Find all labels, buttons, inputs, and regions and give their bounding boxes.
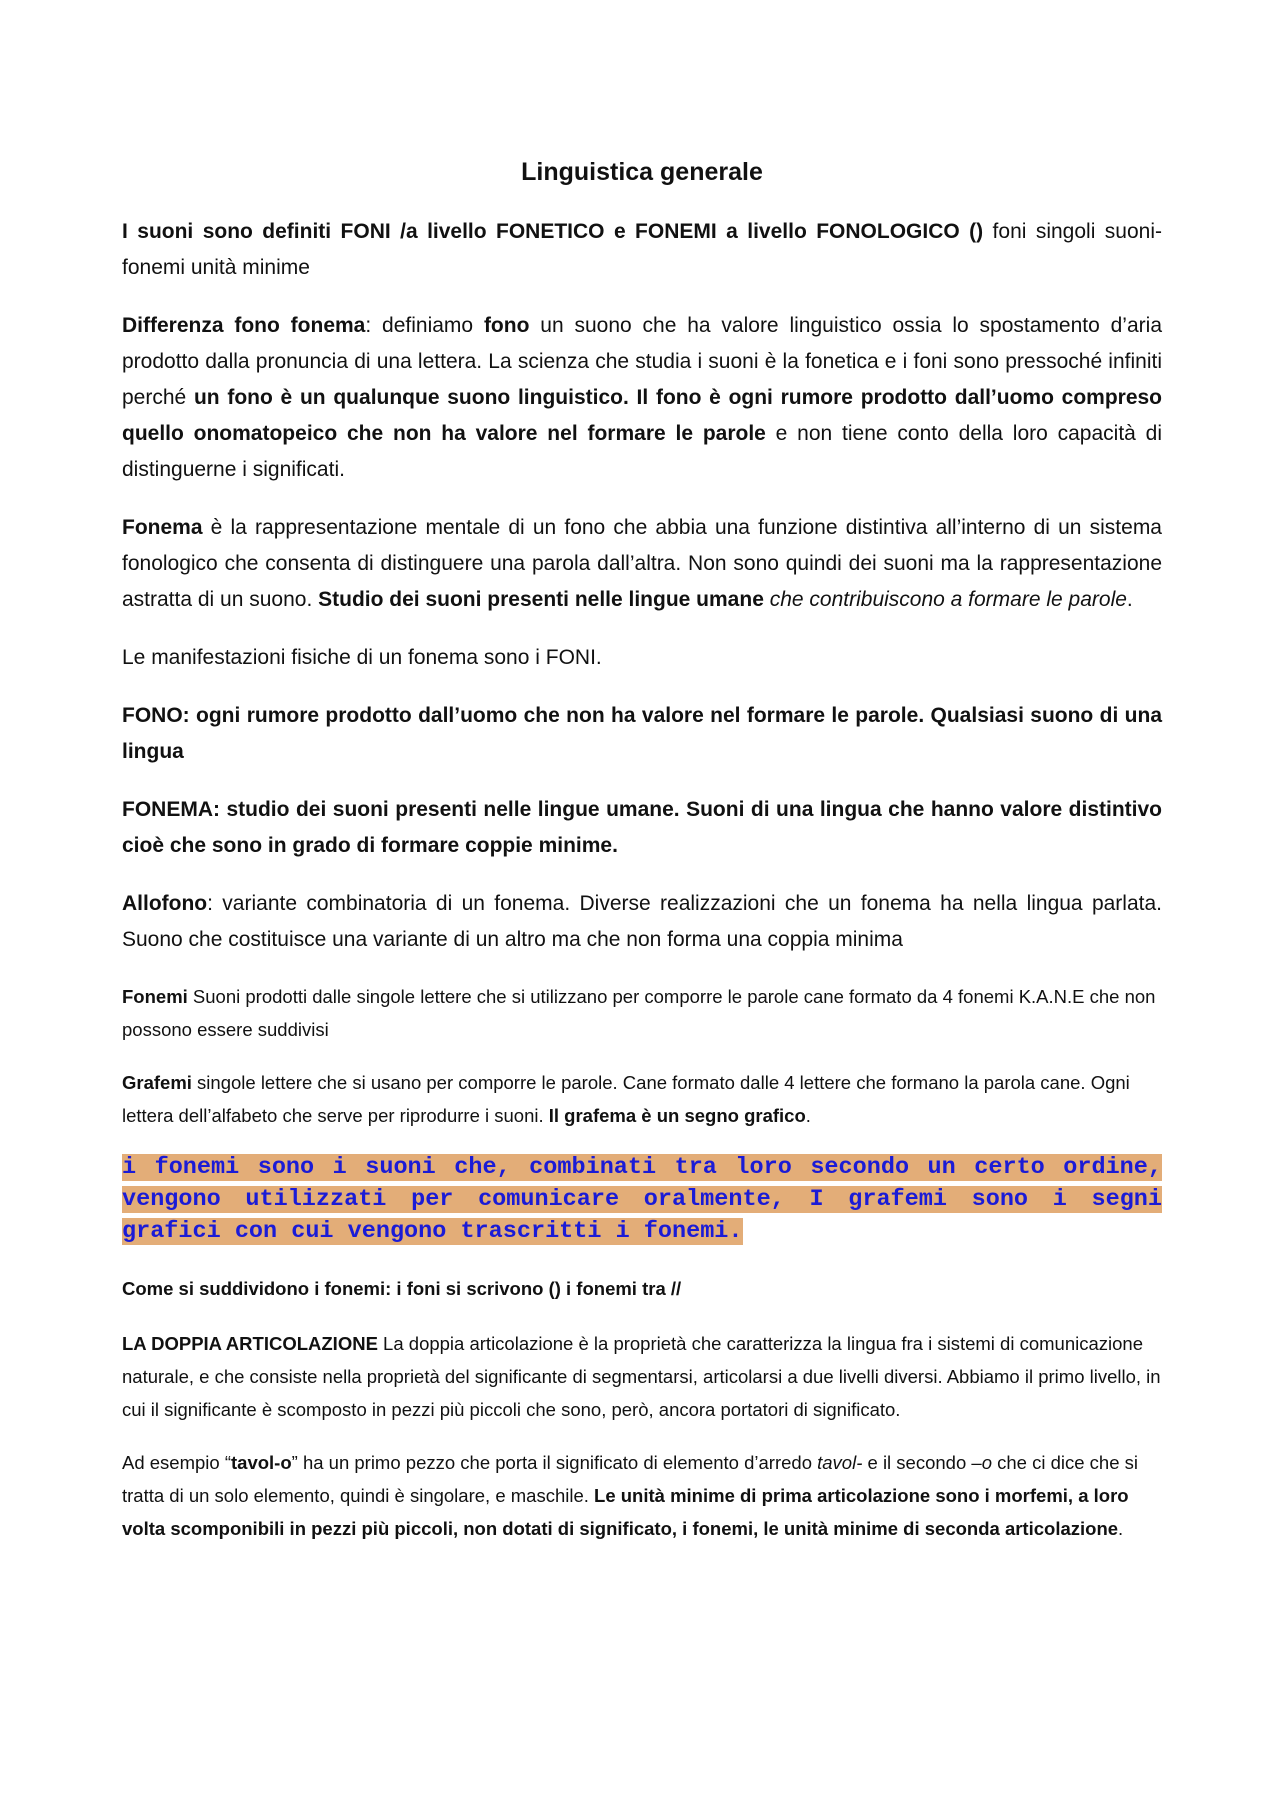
bold-text: FONEMA: studio dei suoni presenti nelle lingue umane. Suoni di una lingua che hanno valore distintivo cioè che sono in grado di formare coppie minime. bbox=[122, 798, 1162, 857]
paragraph-manifestazioni bbox=[122, 640, 1162, 676]
paragraph-foni-fonemi bbox=[122, 214, 1162, 286]
text: Suoni prodotti dalle singole lettere che si utilizzano per comporre le parole cane formato da 4 fonemi K.A.N.E che non possono essere suddivisi bbox=[122, 986, 1156, 1040]
paragraph-fonema bbox=[122, 510, 1162, 618]
bold-text: FONO: ogni rumore prodotto dall’uomo che non ha valore nel formare le parole. Qualsiasi suono di una lingua bbox=[122, 704, 1162, 763]
text: e il secondo – bbox=[862, 1452, 982, 1473]
bold-text: I suoni sono definiti FONI /a livello FONETICO e FONEMI a livello FONOLOGICO () bbox=[122, 220, 984, 243]
paragraph-fonema-definition bbox=[122, 792, 1162, 864]
bold-text: LA DOPPIA ARTICOLAZIONE bbox=[122, 1333, 378, 1354]
bold-text: Fonema bbox=[122, 516, 203, 539]
italic-text: tavol- bbox=[817, 1452, 863, 1473]
highlighted-text: i fonemi sono i suoni che, combinati tra loro secondo un certo ordine, vengono utilizzati per comunicare oralmente, I grafemi sono i segni grafici con cui vengono trascritti i fonemi. bbox=[122, 1154, 1162, 1245]
paragraph-differenza-fono-fonema bbox=[122, 308, 1162, 488]
document-title: Linguistica generale bbox=[521, 158, 763, 186]
text: . bbox=[1118, 1518, 1124, 1539]
highlighted-paragraph bbox=[122, 1152, 1162, 1248]
text: La doppia articolazione è la proprietà che caratterizza la lingua fra i sistemi di comunicazione naturale, e che consiste nella proprietà del significante di segmentarsi, articolarsi a due livelli diversi. Abbiamo il primo livello, in cui il significante è scomposto in pezzi più piccoli che sono, però, ancora portatori di significato. bbox=[122, 1333, 1161, 1420]
text: è la rappresentazione mentale di un fono che abbia una funzione distintiva all’interno di un sistema fonologico che consenta di distinguere una parola dall’altra. Non sono quindi dei suoni ma la rappresentazione astratta di un suono. bbox=[122, 516, 1162, 611]
text: Ad esempio “ bbox=[122, 1452, 231, 1473]
bold-text: un fono è un qualunque suono linguistico. Il fono è ogni rumore prodotto dall’uomo compreso quello onomatopeico che non ha valore nel formare le parole bbox=[122, 386, 1163, 445]
bold-text: tavol-o bbox=[231, 1452, 292, 1473]
text: un suono che ha valore linguistico ossia lo spostamento d’aria prodotto dalla pronuncia di una lettera. La scienza che studia i suoni è la fonetica e i foni sono pressoché infiniti perché bbox=[122, 314, 1162, 409]
text: Le manifestazioni fisiche di un fonema sono i FONI. bbox=[122, 646, 602, 669]
italic-text: che contribuiscono a formare le parole bbox=[769, 588, 1127, 611]
text: singole lettere che si usano per comporre le parole. Cane formato dalle 4 lettere che formano la parola cane. Ogni lettera dell’alfabeto che serve per riprodurre i suoni. bbox=[122, 1072, 1130, 1126]
text: : definiamo bbox=[365, 314, 484, 337]
bold-text: Come si suddividono i fonemi: i foni si scrivono () i fonemi tra // bbox=[122, 1278, 682, 1299]
paragraph-doppia-articolazione bbox=[122, 1327, 1162, 1426]
text: foni singoli suoni- fonemi unità minime bbox=[122, 220, 1163, 279]
text: . bbox=[1126, 588, 1133, 611]
text: e non tiene conto della loro capacità di distinguerne i significati. bbox=[122, 422, 1163, 481]
document-page bbox=[122, 152, 1162, 1565]
text: . bbox=[805, 1105, 811, 1126]
paragraph-grafemi bbox=[122, 1066, 1162, 1132]
text: ” ha un primo pezzo che porta il significato di elemento d’arredo bbox=[291, 1452, 818, 1473]
text: : variante combinatoria di un fonema. Diverse realizzazioni che un fonema ha nella lingua parlata. Suono che costituisce una variante di un altro ma che non forma una coppia minima bbox=[122, 892, 1162, 951]
bold-text: Differenza fono fonema bbox=[122, 314, 366, 337]
text: che ci dice che si tratta di un solo elemento, quindi è singolare, e maschile. bbox=[122, 1452, 1138, 1506]
italic-text: o bbox=[981, 1452, 992, 1473]
paragraph-esempio-tavolo bbox=[122, 1446, 1162, 1545]
paragraph-suddivisione-fonemi bbox=[122, 1272, 1162, 1305]
bold-text: Grafemi bbox=[122, 1072, 192, 1093]
paragraph-fono-definition bbox=[122, 698, 1162, 770]
bold-text: Il grafema è un segno grafico bbox=[548, 1105, 806, 1126]
bold-text: Allofono bbox=[122, 892, 208, 915]
bold-text: Le unità minime di prima articolazione sono i morfemi, a loro volta scomponibili in pezzi più piccoli, non dotati di significato, i fonemi, le unità minime di seconda articolazione bbox=[122, 1485, 1129, 1539]
bold-text: Fonemi bbox=[122, 986, 188, 1007]
paragraph-fonemi bbox=[122, 980, 1162, 1046]
paragraph-allofono bbox=[122, 886, 1162, 958]
bold-text: fono bbox=[483, 314, 530, 337]
bold-text: Studio dei suoni presenti nelle lingue umane bbox=[318, 588, 764, 611]
